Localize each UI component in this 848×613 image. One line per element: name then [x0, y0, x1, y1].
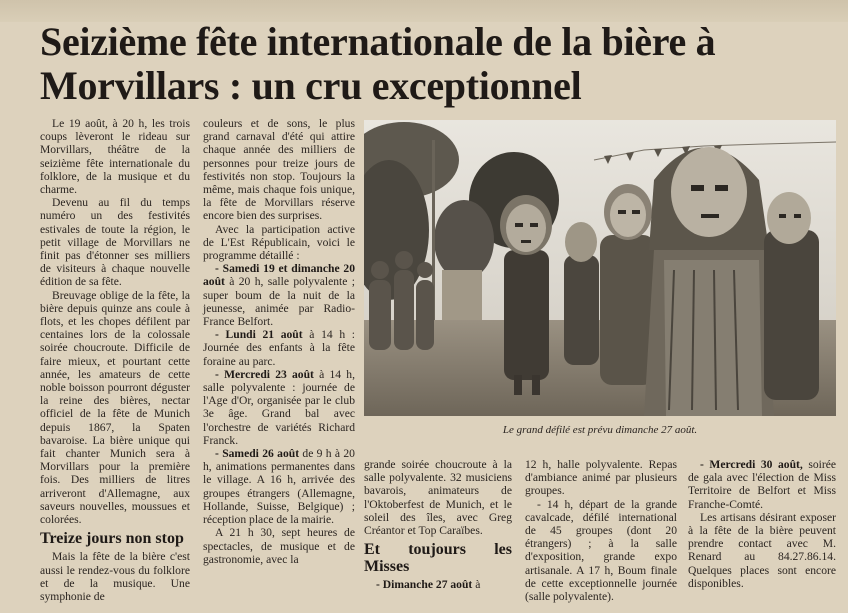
article-column-1: [40, 117, 190, 603]
paragraph: 12 h, halle polyvalente. Repas d'ambiance animé par plusieurs groupes.: [525, 458, 677, 498]
paragraph: Avec la participation active de L'Est Républicain, voici le programme détaillé :: [203, 222, 355, 263]
paragraph: Le 19 août, à 20 h, les trois coups lèveront le rideau sur Morvillars, théâtre de la seizième fête internationale du folklore, de la musique et du charme.: [40, 117, 190, 197]
program-item-text: de 9 h à 20 h, animations permanentes dans le village. A 16 h, arrivée des groupes étrangers (Allemagne, Hollande, Suisse, Belgique) ; réception place de la mairie.: [203, 447, 355, 527]
article-column-5: [688, 458, 836, 590]
program-item-date: - Samedi 19 et dimanche 20 août: [203, 262, 355, 289]
paragraph: A 21 h 30, sept heures de spectacles, de musique et de gastronomie, avec la: [203, 526, 355, 566]
paragraph: grande soirée choucroute à la salle polyvalente. 32 musiciens bavarois, animateurs de l'Oktoberfest de Munich, et le soleil des îles, avec Greg Créantor et Top Caraïbes.: [364, 458, 512, 538]
paragraph: Les artisans désirant exposer à la fête de la bière peuvent prendre contact avec M. Renard au 84.27.86.14. Quelques places sont encore disponibles.: [688, 510, 836, 590]
program-item-text: soirée de gala avec l'élection de Miss Territoire de Belfort et Miss Franche-Comté.: [688, 458, 836, 511]
program-item: [203, 328, 355, 368]
program-item-text: à 14 h, salle polyvalente : journée de l'Age d'Or, organisée par le club 3e âge. Grand bal avec l'orchestre de variétés Richard Franck.: [203, 367, 355, 447]
photo-caption: Le grand défilé est prévu dimanche 27 août.: [502, 424, 698, 436]
program-item-date: - Mercredi 30 août,: [700, 458, 803, 471]
article-column-2: [203, 117, 355, 566]
program-item-text: à: [472, 578, 481, 592]
program-item-text: à 20 h, salle polyvalente ; super boum de la nuit de la jeunesse, animée par Radio-France Belfort.: [203, 275, 355, 329]
program-item: [203, 368, 355, 447]
program-item: [364, 578, 512, 591]
giant-puppets-parade-image: [364, 120, 836, 416]
paragraph: couleurs et de sons, le plus grand carnaval d'été qui attire chaque année des milliers de personnes pour treize jours de festivités non stop. Toujours la même, mais chaque fois unique, la fête de Morvillars réserve encore bien des surprises.: [203, 117, 355, 223]
paragraph: Devenu au fil du temps numéro un des festivités estivales de toute la région, le petit village de Morvillars ne finit pas d'étonner ses milliers de visiteurs à chaque nouvelle édition de sa fête.: [40, 196, 190, 289]
program-item: - 14 h, départ de la grande cavalcade, défilé international de 45 groupes (dont 20 étrangers) ; à la salle d'exposition, grande expo artisanale. A 17 h, Boum finale de cette exceptionnelle journée (salle polyvalente).: [525, 497, 677, 604]
headline: Seizième fête internationale de la bière à Morvillars : un cru exceptionnel: [40, 19, 716, 108]
program-item-date: - Lundi 21 août: [215, 328, 303, 342]
program-item-date: - Dimanche 27 août: [376, 578, 473, 592]
program-item: [203, 447, 355, 526]
subheading-misses: Et toujours les Misses: [364, 541, 512, 576]
program-item-date: - Samedi 26 août: [215, 447, 300, 461]
program-item: [203, 262, 355, 328]
article-column-4: [525, 458, 677, 603]
subheading-treize-jours: Treize jours non stop: [40, 530, 184, 548]
program-item-text: à 14 h : Journée des enfants à la fête foraine au parc.: [203, 328, 355, 368]
paragraph: Mais la fête de la bière c'est aussi le rendez-vous du folklore et de la musique. Une symphonie de: [40, 550, 190, 603]
article-column-3: [364, 458, 512, 591]
program-item: [688, 458, 836, 511]
program-item-date: - Mercredi 23 août: [215, 367, 314, 381]
paragraph: Breuvage oblige de la fête, la bière depuis quinze ans coule à flots, et les chopes défilent par centaines lors de la colossale soirée choucroute. Difficile de faire mieux, et pourtant cette année, les amateurs de cette noble boisson pourront déguster la reine des bières, nectar officiel de la fête de Munich depuis 1867, la Spaten bavaroise. La bière unique qui fait chanter Munich sera à Morvillars pour la première fois. Des milliers de litres arriveront d'Allemagne, aux saveurs nouvelles, moussues et colorées.: [40, 288, 190, 527]
parade-photo: [364, 120, 836, 416]
